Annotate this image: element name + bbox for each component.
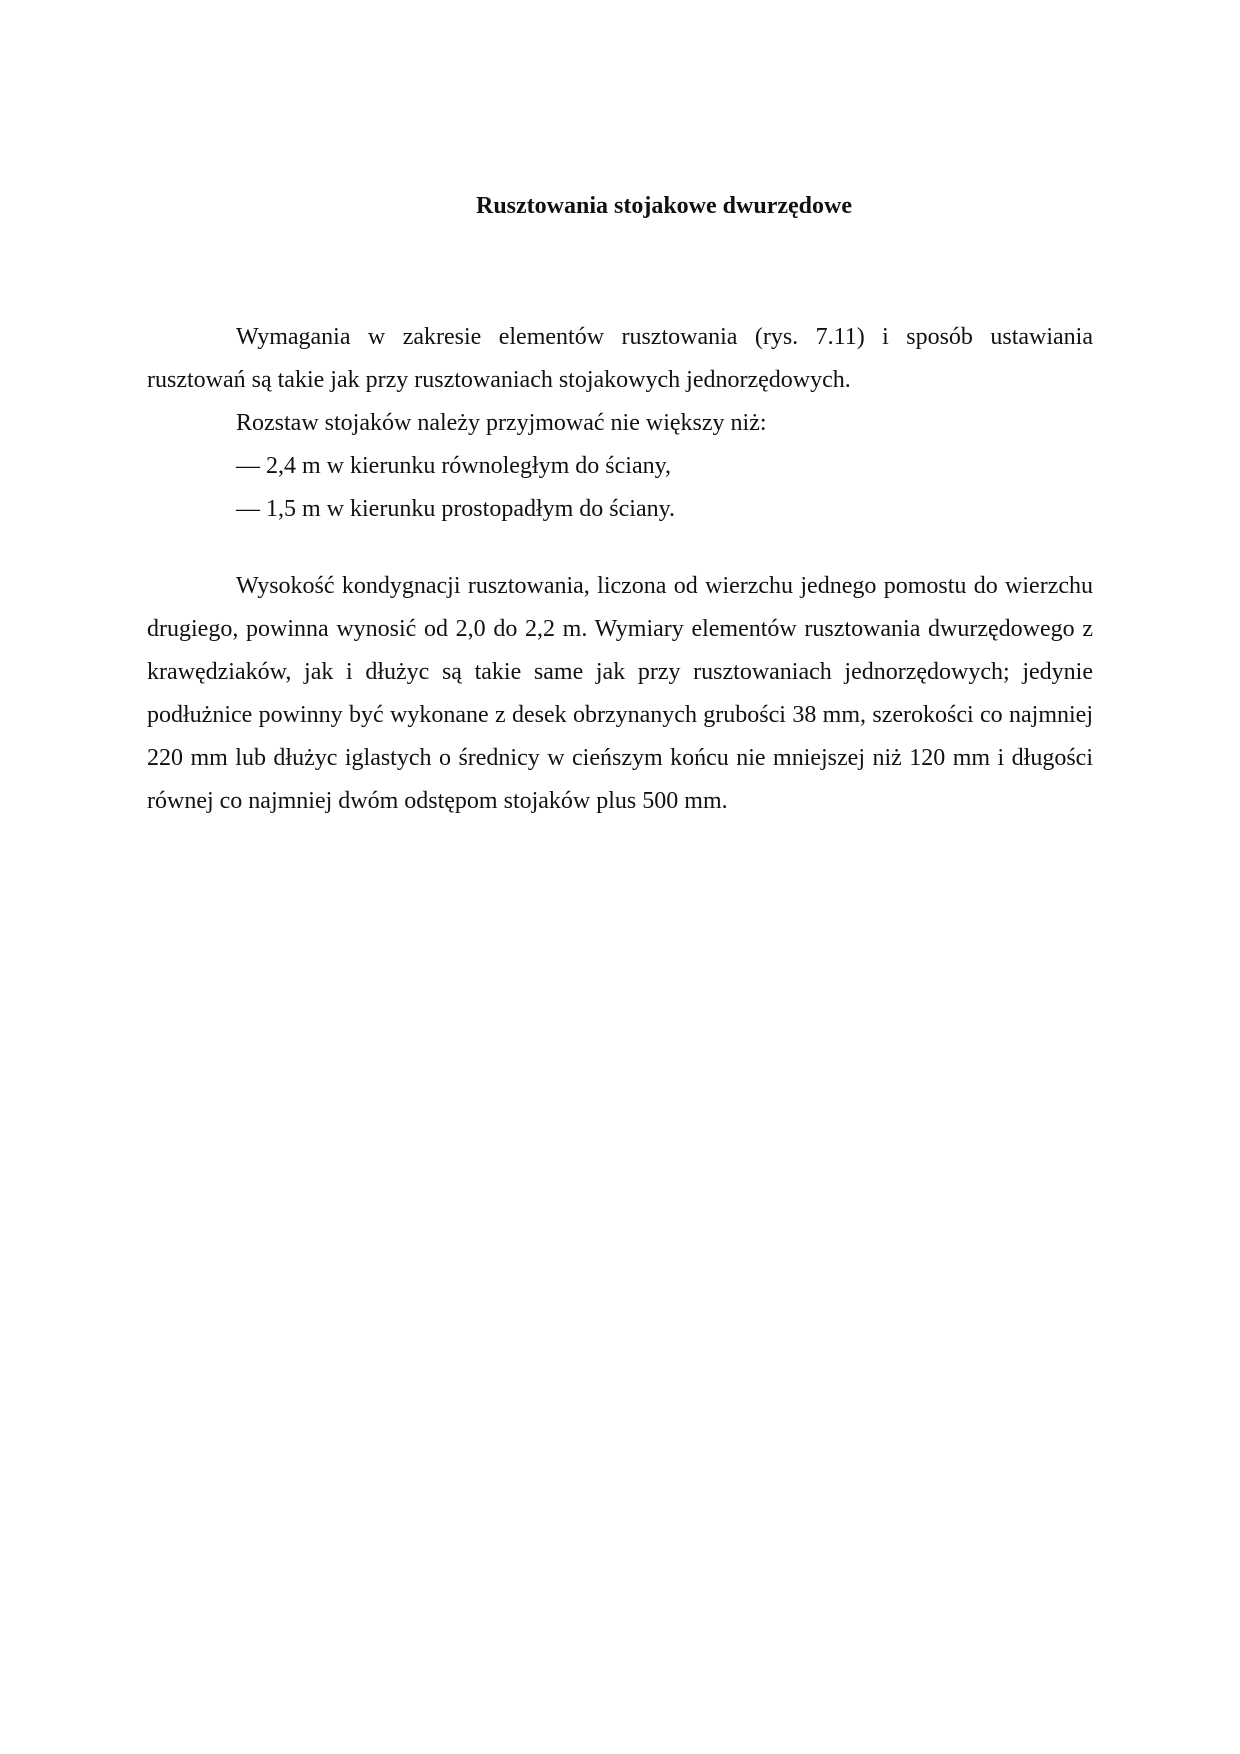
paragraph-spacing-intro: Rozstaw stojaków należy przyjmować nie większy niż: [236,410,767,436]
document-title: Rusztowania stojakowe dwurzędowe [476,193,852,219]
paragraph-gap [147,531,1093,565]
paragraph-requirements: Wymagania w zakresie elementów rusztowania (rys. 7.11) i sposób ustawiania rusztowań są takie jak przy rusztowaniach stojakowych jednorzędowych. [147,324,1093,393]
list-item-parallel: — 2,4 m w kierunku równoległym do ściany, [236,453,672,479]
document-body [147,316,1093,823]
paragraph-storey-height: Wysokość kondygnacji rusztowania, liczona od wierzchu jednego pomostu do wierzchu drugiego, powinna wynosić od 2,0 do 2,2 m. Wymiary elementów rusztowania dwurzędowego z krawędziaków, jak i dłużyc są takie same jak przy rusztowaniach jednorzędowych; jedynie podłużnice powinny być wykonane z desek obrzynanych grubości 38 mm, szerokości co najmniej 220 mm lub dłużyc iglastych o średnicy w cieńszym końcu nie mniejszej niż 120 mm i długości równej co najmniej dwóm odstępom stojaków plus 500 mm. [147,573,1093,814]
list-item-perpendicular: — 1,5 m w kierunku prostopadłym do ściany. [236,496,676,522]
